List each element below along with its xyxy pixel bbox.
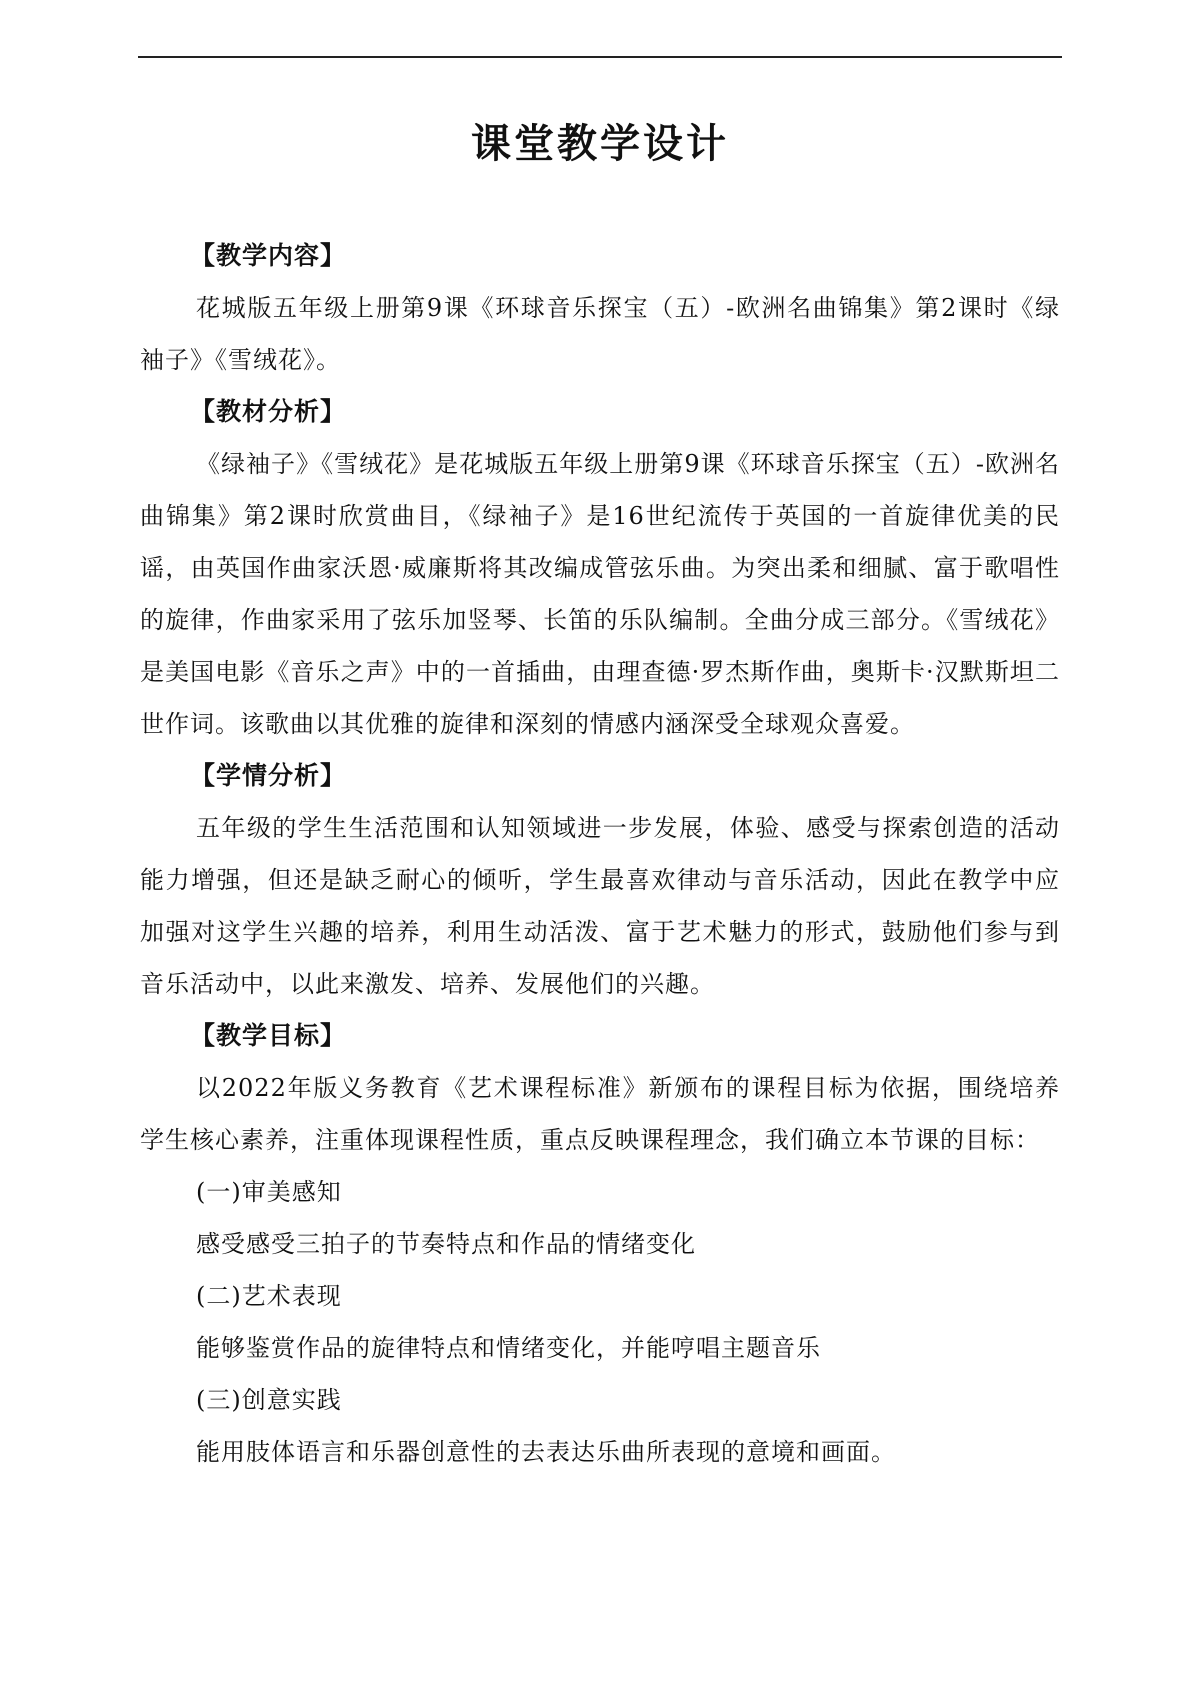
section-text-students: 五年级的学生生活范围和认知领域进一步发展，体验、感受与探索创造的活动能力增强，但还是缺乏耐心的倾听，学生最喜欢律动与音乐活动，因此在教学中应加强对这学生兴趣的培养，利用生动活泼、富于艺术魅力的形式，鼓励他们参与到音乐活动中，以此来激发、培养、发展他们的兴趣。 (140, 814, 1060, 998)
section-heading-students: 【学情分析】 (190, 761, 347, 790)
page-title: 课堂教学设计 (471, 121, 729, 167)
section-heading-material: 【教材分析】 (190, 397, 347, 426)
section-text-content: 花城版五年级上册第9课《环球音乐探宝（五）-欧洲名曲锦集》第2课时《绿袖子》《雪绒花》。 (140, 294, 1060, 374)
section-heading-content: 【教学内容】 (190, 241, 347, 270)
goal-label: (二)艺术表现 (196, 1282, 342, 1310)
goal-text: 能够鉴赏作品的旋律特点和情绪变化，并能哼唱主题音乐 (196, 1334, 821, 1362)
section-text-goals: 以2022年版义务教育《艺术课程标准》新颁布的课程目标为依据，围绕培养学生核心素养，注重体现课程性质，重点反映课程理念，我们确立本节课的目标： (140, 1074, 1060, 1154)
goal-text: 感受感受三拍子的节奏特点和作品的情绪变化 (196, 1230, 696, 1258)
goal-label: (三)创意实践 (196, 1386, 342, 1414)
goal-label: (一)审美感知 (196, 1178, 342, 1206)
goal-text: 能用肢体语言和乐器创意性的去表达乐曲所表现的意境和画面。 (196, 1438, 896, 1466)
section-heading-goals: 【教学目标】 (190, 1021, 347, 1050)
section-text-material: 《绿袖子》《雪绒花》是花城版五年级上册第9课《环球音乐探宝（五）-欧洲名曲锦集》第2课时欣赏曲目，《绿袖子》是16世纪流传于英国的一首旋律优美的民谣，由英国作曲家沃恩·威廉斯将其改编成管弦乐曲。为突出柔和细腻、富于歌唱性的旋律，作曲家采用了弦乐加竖琴、长笛的乐队编制。全曲分成三部分。《雪绒花》是美国电影《音乐之声》中的一首插曲，由理查德·罗杰斯作曲，奥斯卡·汉默斯坦二世作词。该歌曲以其优雅的旋律和深刻的情感内涵深受全球观众喜爱。 (140, 450, 1060, 738)
header-rule (138, 56, 1062, 58)
document-body (140, 230, 1060, 1478)
